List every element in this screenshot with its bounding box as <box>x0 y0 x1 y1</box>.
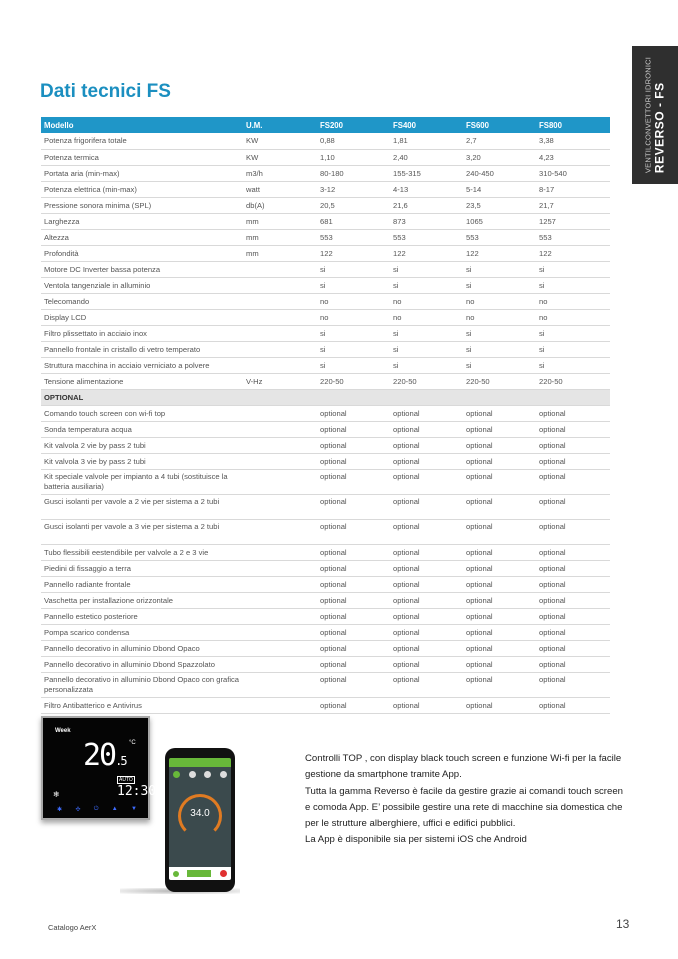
unit-cell <box>243 421 317 437</box>
value-cell: 20,5 <box>317 197 390 213</box>
row-label: Ventola tangenziale in alluminio <box>41 277 243 293</box>
value-cell: optional <box>317 592 390 608</box>
mode-icon <box>189 771 196 778</box>
app-footer <box>169 867 231 880</box>
unit-cell <box>243 325 317 341</box>
value-cell: si <box>463 357 536 373</box>
value-cell: optional <box>536 421 610 437</box>
value-cell: optional <box>317 544 390 560</box>
unit-cell <box>243 656 317 672</box>
unit-cell <box>243 576 317 592</box>
catalog-name: Catalogo AerX <box>48 923 97 932</box>
value-cell: optional <box>317 494 390 519</box>
table-row <box>41 261 610 277</box>
table-row <box>41 608 610 624</box>
value-cell: optional <box>390 519 463 544</box>
row-label: Pompa scarico condensa <box>41 624 243 640</box>
row-label: Potenza frigorifera totale <box>41 133 243 149</box>
value-cell: optional <box>390 494 463 519</box>
settings-icon <box>173 871 179 877</box>
table-row <box>41 560 610 576</box>
unit-cell <box>243 697 317 713</box>
row-label: Struttura macchina in acciaio verniciato a polvere <box>41 357 243 373</box>
table-row <box>41 592 610 608</box>
table-row <box>41 405 610 421</box>
value-cell: optional <box>463 697 536 713</box>
value-cell: optional <box>317 576 390 592</box>
unit-cell <box>243 293 317 309</box>
value-cell: si <box>390 325 463 341</box>
table-row <box>41 165 610 181</box>
value-cell: optional <box>536 494 610 519</box>
row-label: Gusci isolanti per vavole a 2 vie per sistema a 2 tubi <box>41 494 243 519</box>
value-cell: optional <box>536 437 610 453</box>
unit-cell <box>243 519 317 544</box>
value-cell: optional <box>317 640 390 656</box>
spec-table <box>41 117 610 714</box>
value-cell: si <box>536 357 610 373</box>
value-cell: optional <box>463 608 536 624</box>
section-label: OPTIONAL <box>41 389 610 405</box>
value-cell: no <box>463 309 536 325</box>
unit-cell <box>243 544 317 560</box>
value-cell: optional <box>390 544 463 560</box>
value-cell: optional <box>463 421 536 437</box>
unit-cell: mm <box>243 213 317 229</box>
side-tab-category: VENTILCONVETTORI IDRONICI <box>643 56 653 174</box>
row-label: Pannello decorativo in alluminio Dbond Opaco con grafica personalizzata <box>41 672 243 697</box>
unit-cell <box>243 672 317 697</box>
header-cell: U.M. <box>243 117 317 133</box>
temp-integer: 20 <box>83 738 116 773</box>
value-cell: optional <box>463 544 536 560</box>
unit-cell <box>243 624 317 640</box>
table-row <box>41 544 610 560</box>
value-cell: 0,88 <box>317 133 390 149</box>
row-label: Potenza elettrica (min-max) <box>41 181 243 197</box>
power-icon <box>220 870 227 877</box>
unit-cell: KW <box>243 133 317 149</box>
unit-cell: watt <box>243 181 317 197</box>
table-row <box>41 277 610 293</box>
side-tab-product: REVERSO - FS <box>652 82 667 174</box>
value-cell: optional <box>536 656 610 672</box>
value-cell: si <box>536 325 610 341</box>
unit-cell <box>243 437 317 453</box>
value-cell: optional <box>390 608 463 624</box>
value-cell: optional <box>463 494 536 519</box>
row-label: Gusci isolanti per vavole a 3 vie per sistema a 2 tubi <box>41 519 243 544</box>
table-row <box>41 341 610 357</box>
value-cell: optional <box>390 405 463 421</box>
mode-icon <box>204 771 211 778</box>
row-label: Comando touch screen con wi-fi top <box>41 405 243 421</box>
value-cell: 220-50 <box>317 373 390 389</box>
side-section-tab <box>632 46 678 184</box>
value-cell: optional <box>536 624 610 640</box>
value-cell: si <box>463 261 536 277</box>
page-number: 13 <box>616 917 630 931</box>
value-cell: optional <box>463 405 536 421</box>
value-cell: optional <box>317 453 390 469</box>
unit-cell: db(A) <box>243 197 317 213</box>
page-title: Dati tecnici FS <box>40 81 171 102</box>
value-cell: si <box>317 261 390 277</box>
value-cell: si <box>317 277 390 293</box>
value-cell: optional <box>463 672 536 697</box>
unit-cell <box>243 592 317 608</box>
header-cell: FS400 <box>390 117 463 133</box>
header-cell: FS600 <box>463 117 536 133</box>
value-cell: optional <box>463 469 536 494</box>
value-cell: 4-13 <box>390 181 463 197</box>
thermostat-buttons <box>57 806 137 813</box>
table-row <box>41 576 610 592</box>
value-cell: 220-50 <box>463 373 536 389</box>
row-label: Potenza termica <box>41 149 243 165</box>
header-cell: FS200 <box>317 117 390 133</box>
unit-cell <box>243 261 317 277</box>
value-cell: 681 <box>317 213 390 229</box>
value-cell: 1,10 <box>317 149 390 165</box>
value-cell: optional <box>390 656 463 672</box>
table-header-row <box>41 117 610 133</box>
value-cell: 21,6 <box>390 197 463 213</box>
value-cell: optional <box>463 437 536 453</box>
value-cell: 240-450 <box>463 165 536 181</box>
value-cell: optional <box>390 469 463 494</box>
table-row <box>41 197 610 213</box>
value-cell: no <box>317 309 390 325</box>
value-cell: si <box>390 277 463 293</box>
table-row <box>41 293 610 309</box>
thermostat-image <box>41 716 157 820</box>
table-row <box>41 373 610 389</box>
value-cell: 3,20 <box>463 149 536 165</box>
value-cell: optional <box>463 576 536 592</box>
unit-cell: mm <box>243 245 317 261</box>
value-cell: 80-180 <box>317 165 390 181</box>
table-row <box>41 656 610 672</box>
value-cell: si <box>463 325 536 341</box>
value-cell: optional <box>536 576 610 592</box>
value-cell: optional <box>390 672 463 697</box>
value-cell: si <box>463 277 536 293</box>
value-cell: 1257 <box>536 213 610 229</box>
value-cell: 553 <box>317 229 390 245</box>
value-cell: no <box>463 293 536 309</box>
value-cell: optional <box>536 640 610 656</box>
smartphone-image <box>165 748 235 892</box>
value-cell: optional <box>536 453 610 469</box>
value-cell: optional <box>463 640 536 656</box>
value-cell: optional <box>390 697 463 713</box>
value-cell: optional <box>536 544 610 560</box>
value-cell: optional <box>317 672 390 697</box>
value-cell: 122 <box>390 245 463 261</box>
header-cell: Modello <box>41 117 243 133</box>
table-row <box>41 181 610 197</box>
table-row <box>41 624 610 640</box>
value-cell: optional <box>536 405 610 421</box>
unit-cell <box>243 405 317 421</box>
row-label: Pannello frontale in cristallo di vetro temperato <box>41 341 243 357</box>
value-cell: 122 <box>317 245 390 261</box>
unit-cell <box>243 277 317 293</box>
value-cell: no <box>536 293 610 309</box>
value-cell: si <box>536 341 610 357</box>
description-paragraph: La App è disponibile sia per sistemi iOS che Android <box>305 834 527 846</box>
value-cell: 3,38 <box>536 133 610 149</box>
value-cell: si <box>536 261 610 277</box>
value-cell: optional <box>317 608 390 624</box>
header-cell: FS800 <box>536 117 610 133</box>
row-label: Piedini di fissaggio a terra <box>41 560 243 576</box>
value-cell: optional <box>317 405 390 421</box>
fan-icon: ✣ <box>75 807 81 813</box>
value-cell: si <box>463 341 536 357</box>
value-cell: optional <box>390 437 463 453</box>
value-cell: 553 <box>463 229 536 245</box>
row-label: Pannello estetico posteriore <box>41 608 243 624</box>
row-label: Tensione alimentazione <box>41 373 243 389</box>
table-row <box>41 133 610 149</box>
value-cell: si <box>390 261 463 277</box>
row-label: Kit valvola 2 vie by pass 2 tubi <box>41 437 243 453</box>
mode-icon <box>173 771 180 778</box>
value-cell: 3-12 <box>317 181 390 197</box>
value-cell: 155-315 <box>390 165 463 181</box>
table-row <box>41 357 610 373</box>
value-cell: 8-17 <box>536 181 610 197</box>
unit-cell <box>243 341 317 357</box>
up-arrow-icon: ▲ <box>111 806 118 812</box>
table-row <box>41 213 610 229</box>
value-cell: optional <box>463 453 536 469</box>
table-row <box>41 640 610 656</box>
value-cell: optional <box>536 519 610 544</box>
row-label: Filtro Antibatterico e Antivirus <box>41 697 243 713</box>
value-cell: 873 <box>390 213 463 229</box>
value-cell: optional <box>390 453 463 469</box>
thermostat-clock: 12:30 <box>117 784 157 799</box>
value-cell: optional <box>390 576 463 592</box>
power-icon: ⏻ <box>93 806 99 812</box>
row-label: Sonda temperatura acqua <box>41 421 243 437</box>
value-cell: optional <box>463 624 536 640</box>
unit-cell <box>243 469 317 494</box>
row-label: Telecomando <box>41 293 243 309</box>
unit-cell <box>243 453 317 469</box>
value-cell: 122 <box>536 245 610 261</box>
thermostat-temperature <box>83 738 126 773</box>
table-row <box>41 325 610 341</box>
value-cell: 1065 <box>463 213 536 229</box>
value-cell: optional <box>390 640 463 656</box>
value-cell: si <box>317 325 390 341</box>
value-cell: no <box>390 293 463 309</box>
table-row <box>41 672 610 697</box>
mode-icon <box>220 771 227 778</box>
row-label: Kit speciale valvole per impianto a 4 tubi (sostituisce la batteria ausiliaria) <box>41 469 243 494</box>
unit-cell <box>243 560 317 576</box>
table-row <box>41 421 610 437</box>
thermostat-mode: AUTO <box>119 777 133 783</box>
thermostat-unit: °C <box>129 740 136 746</box>
value-cell: optional <box>463 560 536 576</box>
table-row <box>41 697 610 713</box>
value-cell: 553 <box>536 229 610 245</box>
down-arrow-icon: ▼ <box>131 806 137 812</box>
value-cell: optional <box>390 421 463 437</box>
optional-section-row <box>41 389 610 405</box>
value-cell: si <box>390 357 463 373</box>
value-cell: optional <box>390 560 463 576</box>
app-header-bar <box>169 758 231 767</box>
row-label: Larghezza <box>41 213 243 229</box>
value-cell: optional <box>536 608 610 624</box>
table-row <box>41 229 610 245</box>
value-cell: optional <box>317 624 390 640</box>
value-cell: 23,5 <box>463 197 536 213</box>
table-row <box>41 469 610 494</box>
product-description <box>305 751 625 849</box>
value-cell: 2,7 <box>463 133 536 149</box>
row-label: Motore DC Inverter bassa potenza <box>41 261 243 277</box>
value-cell: si <box>390 341 463 357</box>
value-cell: si <box>536 277 610 293</box>
value-cell: optional <box>317 437 390 453</box>
row-label: Pannello radiante frontale <box>41 576 243 592</box>
thermostat-week-label: Week <box>55 728 71 734</box>
phone-screen <box>169 758 231 880</box>
unit-cell <box>243 494 317 519</box>
fan-button-icon <box>187 870 211 877</box>
unit-cell <box>243 608 317 624</box>
table-row <box>41 309 610 325</box>
value-cell: optional <box>317 560 390 576</box>
row-label: Pannello decorativo in alluminio Dbond Opaco <box>41 640 243 656</box>
value-cell: optional <box>390 592 463 608</box>
table-row <box>41 494 610 519</box>
snowflake-icon: ❄ <box>53 790 60 799</box>
table-row <box>41 149 610 165</box>
value-cell: no <box>317 293 390 309</box>
app-mode-icons <box>169 771 231 778</box>
value-cell: optional <box>317 656 390 672</box>
unit-cell: V-Hz <box>243 373 317 389</box>
value-cell: optional <box>317 421 390 437</box>
unit-cell <box>243 640 317 656</box>
row-label: Display LCD <box>41 309 243 325</box>
value-cell: 220-50 <box>390 373 463 389</box>
value-cell: optional <box>317 469 390 494</box>
mode-icon: ✱ <box>57 807 63 813</box>
value-cell: 122 <box>463 245 536 261</box>
value-cell: optional <box>463 656 536 672</box>
value-cell: 1,81 <box>390 133 463 149</box>
app-temperature-value: 34.0 <box>190 808 210 819</box>
value-cell: optional <box>536 592 610 608</box>
temp-decimal: .5 <box>115 754 126 768</box>
unit-cell: KW <box>243 149 317 165</box>
value-cell: 5-14 <box>463 181 536 197</box>
value-cell: optional <box>536 560 610 576</box>
row-label: Filtro plissettato in acciaio inox <box>41 325 243 341</box>
value-cell: optional <box>390 624 463 640</box>
value-cell: optional <box>536 697 610 713</box>
table-row <box>41 453 610 469</box>
row-label: Profondità <box>41 245 243 261</box>
description-paragraph: Tutta la gamma Reverso è facile da gestire grazie ai comandi touch screen e comoda App. E’ possibile gestire una rete di macchine sia domestica che per le strutture alberghiere, uffici e edifici pubblici. <box>305 785 623 830</box>
unit-cell <box>243 357 317 373</box>
value-cell: 220-50 <box>536 373 610 389</box>
row-label: Altezza <box>41 229 243 245</box>
table-row <box>41 519 610 544</box>
description-paragraph: Controlli TOP , con display black touch screen e funzione Wi-fi per la facile gestione da smartphone tramite App. <box>305 753 622 781</box>
value-cell: 21,7 <box>536 197 610 213</box>
value-cell: optional <box>463 519 536 544</box>
value-cell: no <box>536 309 610 325</box>
table-row <box>41 245 610 261</box>
row-label: Vaschetta per installazione orizzontale <box>41 592 243 608</box>
row-label: Tubo flessibili eestendibile per valvole a 2 e 3 vie <box>41 544 243 560</box>
unit-cell: m3/h <box>243 165 317 181</box>
row-label: Portata aria (min-max) <box>41 165 243 181</box>
value-cell: optional <box>317 519 390 544</box>
value-cell: optional <box>317 697 390 713</box>
value-cell: 553 <box>390 229 463 245</box>
value-cell: si <box>317 341 390 357</box>
value-cell: 4,23 <box>536 149 610 165</box>
row-label: Pressione sonora minima (SPL) <box>41 197 243 213</box>
table-row <box>41 437 610 453</box>
unit-cell <box>243 309 317 325</box>
value-cell: optional <box>463 592 536 608</box>
value-cell: si <box>317 357 390 373</box>
value-cell: 2,40 <box>390 149 463 165</box>
value-cell: 310-540 <box>536 165 610 181</box>
value-cell: optional <box>536 672 610 697</box>
value-cell: optional <box>536 469 610 494</box>
row-label: Pannello decorativo in alluminio Dbond Spazzolato <box>41 656 243 672</box>
row-label: Kit valvola 3 vie by pass 2 tubi <box>41 453 243 469</box>
unit-cell: mm <box>243 229 317 245</box>
value-cell: no <box>390 309 463 325</box>
